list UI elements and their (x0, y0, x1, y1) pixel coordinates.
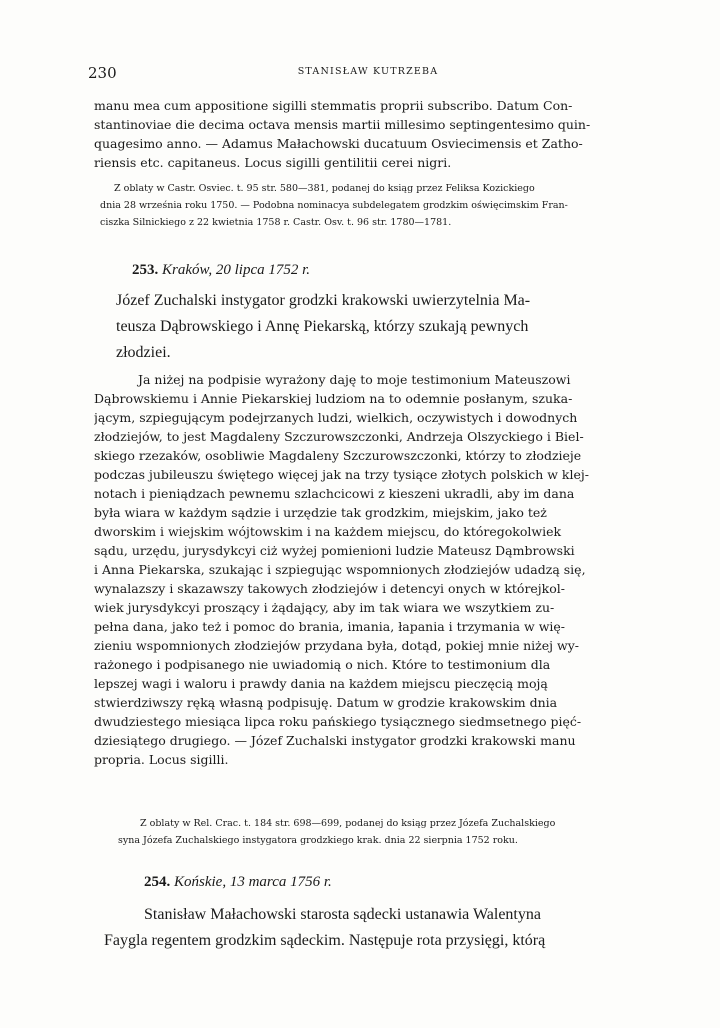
body-line: notach i pieniądzach pewnemu szlachcicowi z kieszeni ukradli, aby im dana (94, 486, 575, 501)
body-line: dworskim i wiejskim wójtowskim i na każdem miejscu, do któregokolwiek (94, 524, 562, 539)
body-line: złodziejów, to jest Magdaleny Szczurowszczonki, Andrzeja Olszyckiego i Biel- (94, 429, 584, 444)
body-line: zieniu wspomnionych złodziejów przydana była, dotąd, pokiej mnie niżej wy- (94, 638, 579, 653)
body-line: stwierdziwszy ręką własną podpisuję. Datum w grodzie krakowskim dnia (94, 695, 558, 710)
footnote-253 (100, 815, 666, 849)
document-place-date: Kraków, 20 lipca 1752 r. (162, 262, 311, 278)
running-head: STANISŁAW KUTRZEBA (297, 66, 439, 77)
footnote-1 (100, 180, 666, 231)
body-line: skiego rzezaków, osobliwie Magdaleny Szczurowszczonki, którzy to złodzieje (94, 448, 582, 463)
note-line: ciszka Silnickiego z 22 kwietnia 1758 r. Castr. Osv. t. 96 str. 1780—1781. (100, 217, 452, 228)
note-line: syna Józefa Zuchalskiego instygatora grodzkiego krak. dnia 22 sierpnia 1752 roku. (118, 835, 518, 846)
note-line: Z oblaty w Rel. Crac. t. 184 str. 698—699, podanej do ksiąg przez Józefa Zuchalskiego (140, 818, 556, 829)
body-line: i Anna Piekarska, szukając i szpiegując wspomnionych złodziejów udadzą się, (94, 562, 586, 577)
body-line: dwudziestego miesiąca lipca roku pańskiego tysiącznego siedmsetnego pięć- (94, 714, 582, 729)
page-number: 230 (88, 64, 117, 82)
page-header (88, 64, 648, 84)
body-line: podczas jubileuszu świętego więcej jak na trzy tysiące złotych polskich w klej- (94, 467, 589, 482)
note-line: dnia 28 września roku 1750. — Podobna nominacya subdelegatem grodzkim oświęcimskim Fran- (100, 200, 568, 211)
body-line: jącym, szpiegującym podejrzanych ludzi, wielkich, oczywistych i dowodnych (94, 410, 578, 425)
body-line: Ja niżej na podpisie wyrażony daję to moje testimonium Mateuszowi (138, 372, 571, 387)
body-line: pełna dana, jako też i pomoc do brania, imania, łapania i trzymania w wię- (94, 619, 566, 634)
summary-line: teusza Dąbrowskiego i Annę Piekarską, którzy szukają pewnych (116, 318, 529, 335)
document-body-253 (94, 370, 666, 769)
text-line: quagesimo anno. — Adamus Małachowski ducatuum Osviecimensis et Zatho- (94, 136, 583, 151)
summary-line: Faygla regentem grodzkim sądeckim. Następuje rota przysięgi, którą (104, 932, 546, 949)
text-line: stantinoviae die decima octava mensis martii millesimo septingentesimo quin- (94, 117, 591, 132)
document-heading-253 (132, 262, 310, 279)
text-line: manu mea cum appositione sigilli stemmatis proprii subscribo. Datum Con- (94, 98, 573, 113)
body-line: lepszej wagi i waloru i prawdy dania na każdem miejscu pieczęcią moją (94, 676, 548, 691)
document-summary-254 (104, 902, 674, 954)
document-summary-253 (116, 288, 672, 366)
summary-line: Stanisław Małachowski starosta sądecki ustanawia Walentyna (144, 906, 541, 923)
note-line: Z oblaty w Castr. Osviec. t. 95 str. 580—381, podanej do ksiąg przez Feliksa Kozickiego (114, 183, 535, 194)
summary-line: Józef Zuchalski instygator grodzki krakowski uwierzytelnia Ma- (116, 292, 531, 309)
body-line: Dąbrowskiemu i Annie Piekarskiej ludziom na to odemnie posłanym, szuka- (94, 391, 573, 406)
body-line: rażonego i podpisanego nie uwiadomią o nich. Które to testimonium dla (94, 657, 551, 672)
text-line: riensis etc. capitaneus. Locus sigilli gentilitii cerei nigri. (94, 155, 452, 170)
body-line: sądu, urzędu, jurysdykcyi ciż wyżej pomienioni ludzie Mateusz Dąmbrowski (94, 543, 575, 558)
document-number: 253. (132, 262, 159, 278)
body-line: była wiara w każdym sądzie i urzędzie tak grodzkim, miejskim, jako też (94, 505, 547, 520)
latin-paragraph (94, 96, 666, 172)
document-place-date: Końskie, 13 marca 1756 r. (174, 874, 332, 890)
document-heading-254 (144, 874, 332, 891)
body-line: propria. Locus sigilli. (94, 752, 229, 767)
body-line: wynalazszy i skazawszy takowych złodziejów i detencyi onych w którejkol- (94, 581, 566, 596)
summary-line: złodziei. (116, 344, 171, 361)
body-line: dziesiątego drugiego. — Józef Zuchalski instygator grodzki krakowski manu (94, 733, 576, 748)
document-number: 254. (144, 874, 171, 890)
body-line: wiek jurysdykcyi proszący i żądający, aby im tak wiara we wszytkiem zu- (94, 600, 555, 615)
